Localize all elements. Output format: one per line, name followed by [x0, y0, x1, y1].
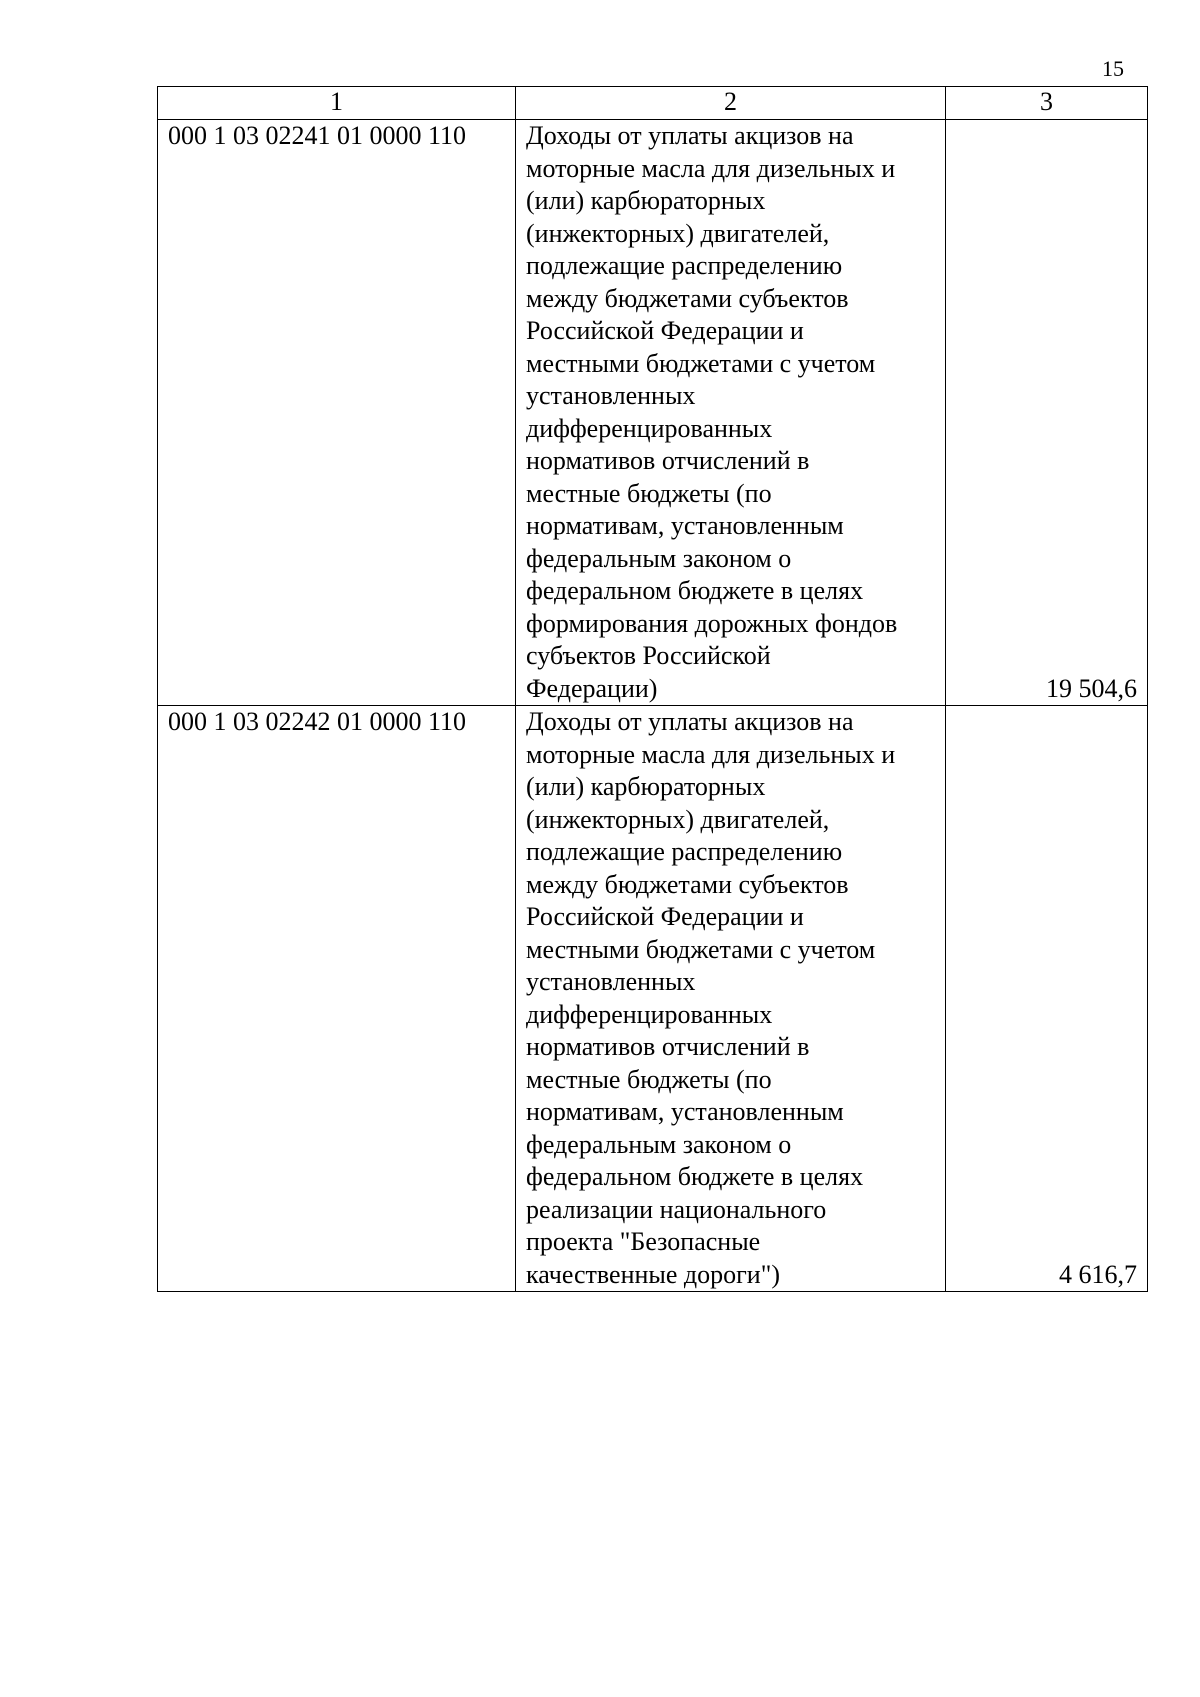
- column-header-code: 1: [158, 87, 516, 120]
- description-line: местные бюджеты (по: [526, 478, 772, 508]
- description-cell: [516, 120, 946, 706]
- description-line: Федерации): [526, 673, 658, 703]
- table-row: [158, 120, 1148, 706]
- description-line: моторные масла для дизельных и: [526, 153, 896, 183]
- description-line: между бюджетами субъектов: [526, 869, 849, 899]
- description-line: нормативам, установленным: [526, 511, 844, 540]
- description-line: установленных: [526, 381, 696, 410]
- description-line: дифференцированных: [526, 999, 773, 1029]
- table-header-row: [158, 87, 1148, 120]
- description-line: федеральным законом о: [526, 1129, 792, 1159]
- description-line: федеральным законом о: [526, 543, 792, 573]
- page-number: 15: [1102, 56, 1124, 81]
- amount-cell: 19 504,6: [946, 120, 1148, 706]
- column-header-amount: 3: [946, 87, 1148, 120]
- description-line: реализации национального: [526, 1194, 827, 1224]
- description-line: Российской Федерации и: [526, 902, 804, 931]
- amount-cell: 4 616,7: [946, 706, 1148, 1292]
- description-line: между бюджетами субъектов: [526, 283, 849, 313]
- description-line: подлежащие распределению: [526, 837, 843, 866]
- description-line: формирования дорожных фондов: [526, 608, 898, 638]
- description-line: (инжекторных) двигателей,: [526, 218, 830, 248]
- description-line: Доходы от уплаты акцизов на: [526, 707, 854, 736]
- description-line: дифференцированных: [526, 413, 773, 443]
- description-line: местными бюджетами с учетом: [526, 348, 876, 378]
- budget-code-cell: 000 1 03 02242 01 0000 110: [158, 706, 516, 1292]
- description-line: качественные дороги"): [526, 1259, 780, 1289]
- table-row: [158, 706, 1148, 1292]
- description-line: федеральном бюджете в целях: [526, 1162, 864, 1191]
- budget-revenue-table: [157, 86, 1148, 1292]
- description-line: нормативов отчислений в: [526, 446, 810, 475]
- description-line: федеральном бюджете в целях: [526, 576, 864, 605]
- description-cell: [516, 706, 946, 1292]
- table-body: [158, 120, 1148, 1292]
- description-line: проекта "Безопасные: [526, 1227, 761, 1256]
- description-line: подлежащие распределению: [526, 251, 843, 280]
- budget-code-cell: 000 1 03 02241 01 0000 110: [158, 120, 516, 706]
- description-line: (или) карбюраторных: [526, 772, 766, 801]
- column-header-description: 2: [516, 87, 946, 120]
- description-line: Доходы от уплаты акцизов на: [526, 121, 854, 150]
- description-line: моторные масла для дизельных и: [526, 739, 896, 769]
- description-line: местными бюджетами с учетом: [526, 934, 876, 964]
- description-line: (или) карбюраторных: [526, 186, 766, 215]
- description-line: субъектов Российской: [526, 641, 771, 670]
- description-line: нормативов отчислений в: [526, 1032, 810, 1061]
- description-line: (инжекторных) двигателей,: [526, 804, 830, 834]
- description-line: нормативам, установленным: [526, 1097, 844, 1126]
- description-line: местные бюджеты (по: [526, 1064, 772, 1094]
- description-line: Российской Федерации и: [526, 316, 804, 345]
- description-line: установленных: [526, 967, 696, 996]
